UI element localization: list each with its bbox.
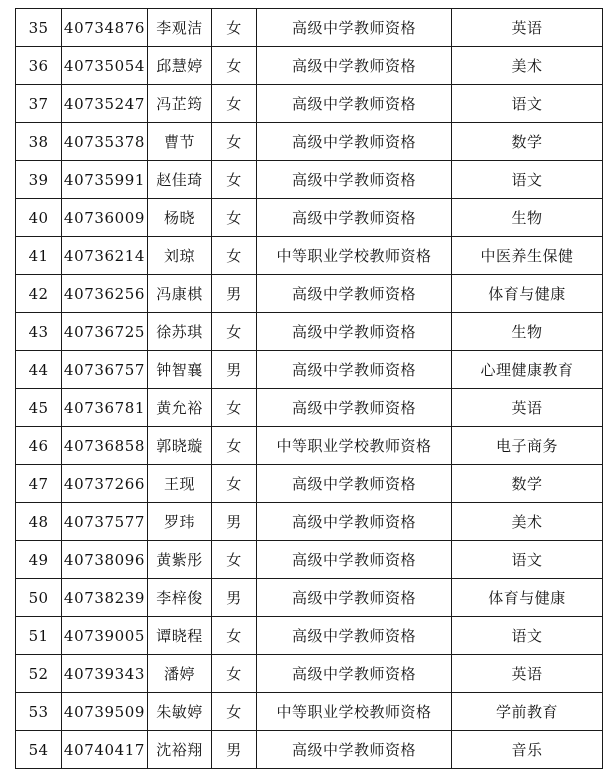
row-number-cell: 35 xyxy=(16,9,62,47)
candidate-id-cell: 40736214 xyxy=(62,237,148,275)
row-number-cell: 38 xyxy=(16,123,62,161)
qualification-cell: 中等职业学校教师资格 xyxy=(257,237,452,275)
subject-cell: 学前教育 xyxy=(452,693,603,731)
qualification-cell: 高级中学教师资格 xyxy=(257,85,452,123)
table-row xyxy=(16,351,603,389)
table-row xyxy=(16,541,603,579)
row-number-cell: 36 xyxy=(16,47,62,85)
gender-cell: 女 xyxy=(212,199,257,237)
qualification-cell: 高级中学教师资格 xyxy=(257,541,452,579)
candidate-id-cell: 40737577 xyxy=(62,503,148,541)
name-cell: 赵佳琦 xyxy=(148,161,212,199)
table-body xyxy=(16,9,603,769)
gender-cell: 女 xyxy=(212,161,257,199)
name-cell: 黄允裕 xyxy=(148,389,212,427)
row-number-cell: 42 xyxy=(16,275,62,313)
subject-cell: 中医养生保健 xyxy=(452,237,603,275)
name-cell: 罗玮 xyxy=(148,503,212,541)
candidate-id-cell: 40739509 xyxy=(62,693,148,731)
gender-cell: 女 xyxy=(212,655,257,693)
subject-cell: 语文 xyxy=(452,161,603,199)
qualification-cell: 高级中学教师资格 xyxy=(257,199,452,237)
row-number-cell: 47 xyxy=(16,465,62,503)
table-row xyxy=(16,427,603,465)
gender-cell: 男 xyxy=(212,579,257,617)
document-page xyxy=(15,8,603,769)
row-number-cell: 53 xyxy=(16,693,62,731)
candidate-id-cell: 40736256 xyxy=(62,275,148,313)
row-number-cell: 49 xyxy=(16,541,62,579)
name-cell: 杨晓 xyxy=(148,199,212,237)
name-cell: 曹节 xyxy=(148,123,212,161)
candidate-id-cell: 40735991 xyxy=(62,161,148,199)
name-cell: 李梓俊 xyxy=(148,579,212,617)
candidate-id-cell: 40739343 xyxy=(62,655,148,693)
candidate-id-cell: 40734876 xyxy=(62,9,148,47)
table-row xyxy=(16,693,603,731)
subject-cell: 语文 xyxy=(452,541,603,579)
candidate-id-cell: 40736757 xyxy=(62,351,148,389)
name-cell: 李观洁 xyxy=(148,9,212,47)
row-number-cell: 43 xyxy=(16,313,62,351)
gender-cell: 女 xyxy=(212,541,257,579)
subject-cell: 音乐 xyxy=(452,731,603,769)
table-row xyxy=(16,275,603,313)
subject-cell: 数学 xyxy=(452,123,603,161)
candidate-id-cell: 40736009 xyxy=(62,199,148,237)
table-row xyxy=(16,313,603,351)
gender-cell: 女 xyxy=(212,313,257,351)
candidate-id-cell: 40737266 xyxy=(62,465,148,503)
gender-cell: 男 xyxy=(212,731,257,769)
subject-cell: 体育与健康 xyxy=(452,275,603,313)
name-cell: 邱慧婷 xyxy=(148,47,212,85)
name-cell: 王现 xyxy=(148,465,212,503)
gender-cell: 男 xyxy=(212,275,257,313)
gender-cell: 女 xyxy=(212,123,257,161)
table-row xyxy=(16,199,603,237)
subject-cell: 电子商务 xyxy=(452,427,603,465)
gender-cell: 女 xyxy=(212,237,257,275)
subject-cell: 英语 xyxy=(452,389,603,427)
table-row xyxy=(16,617,603,655)
gender-cell: 女 xyxy=(212,47,257,85)
row-number-cell: 44 xyxy=(16,351,62,389)
gender-cell: 女 xyxy=(212,465,257,503)
table-row xyxy=(16,503,603,541)
table-row xyxy=(16,389,603,427)
candidate-id-cell: 40740417 xyxy=(62,731,148,769)
name-cell: 冯芷筠 xyxy=(148,85,212,123)
qualification-cell: 中等职业学校教师资格 xyxy=(257,427,452,465)
subject-cell: 英语 xyxy=(452,655,603,693)
table-row xyxy=(16,47,603,85)
qualification-cell: 高级中学教师资格 xyxy=(257,313,452,351)
row-number-cell: 52 xyxy=(16,655,62,693)
qualification-cell: 高级中学教师资格 xyxy=(257,275,452,313)
subject-cell: 语文 xyxy=(452,617,603,655)
table-row xyxy=(16,237,603,275)
qualification-cell: 中等职业学校教师资格 xyxy=(257,693,452,731)
name-cell: 谭晓程 xyxy=(148,617,212,655)
qualification-cell: 高级中学教师资格 xyxy=(257,655,452,693)
gender-cell: 男 xyxy=(212,503,257,541)
table-row xyxy=(16,465,603,503)
row-number-cell: 37 xyxy=(16,85,62,123)
candidate-id-cell: 40736781 xyxy=(62,389,148,427)
table-row xyxy=(16,655,603,693)
name-cell: 钟智襄 xyxy=(148,351,212,389)
subject-cell: 美术 xyxy=(452,503,603,541)
gender-cell: 女 xyxy=(212,693,257,731)
name-cell: 郭晓璇 xyxy=(148,427,212,465)
candidate-id-cell: 40735378 xyxy=(62,123,148,161)
name-cell: 沈裕翔 xyxy=(148,731,212,769)
subject-cell: 数学 xyxy=(452,465,603,503)
row-number-cell: 40 xyxy=(16,199,62,237)
qualification-cell: 高级中学教师资格 xyxy=(257,351,452,389)
gender-cell: 女 xyxy=(212,389,257,427)
row-number-cell: 46 xyxy=(16,427,62,465)
table-row xyxy=(16,579,603,617)
qualification-cell: 高级中学教师资格 xyxy=(257,503,452,541)
gender-cell: 女 xyxy=(212,85,257,123)
candidate-id-cell: 40735247 xyxy=(62,85,148,123)
teacher-qualification-table xyxy=(15,8,603,769)
name-cell: 朱敏婷 xyxy=(148,693,212,731)
qualification-cell: 高级中学教师资格 xyxy=(257,389,452,427)
candidate-id-cell: 40736725 xyxy=(62,313,148,351)
qualification-cell: 高级中学教师资格 xyxy=(257,465,452,503)
name-cell: 冯康棋 xyxy=(148,275,212,313)
subject-cell: 心理健康教育 xyxy=(452,351,603,389)
qualification-cell: 高级中学教师资格 xyxy=(257,123,452,161)
subject-cell: 英语 xyxy=(452,9,603,47)
name-cell: 潘婷 xyxy=(148,655,212,693)
name-cell: 黄紫彤 xyxy=(148,541,212,579)
qualification-cell: 高级中学教师资格 xyxy=(257,731,452,769)
table-row xyxy=(16,731,603,769)
row-number-cell: 45 xyxy=(16,389,62,427)
table-row xyxy=(16,161,603,199)
gender-cell: 女 xyxy=(212,617,257,655)
qualification-cell: 高级中学教师资格 xyxy=(257,9,452,47)
table-row xyxy=(16,85,603,123)
subject-cell: 语文 xyxy=(452,85,603,123)
row-number-cell: 41 xyxy=(16,237,62,275)
qualification-cell: 高级中学教师资格 xyxy=(257,579,452,617)
row-number-cell: 48 xyxy=(16,503,62,541)
row-number-cell: 51 xyxy=(16,617,62,655)
row-number-cell: 50 xyxy=(16,579,62,617)
table-row xyxy=(16,9,603,47)
candidate-id-cell: 40739005 xyxy=(62,617,148,655)
gender-cell: 女 xyxy=(212,427,257,465)
subject-cell: 美术 xyxy=(452,47,603,85)
candidate-id-cell: 40738239 xyxy=(62,579,148,617)
subject-cell: 生物 xyxy=(452,199,603,237)
name-cell: 刘琼 xyxy=(148,237,212,275)
candidate-id-cell: 40735054 xyxy=(62,47,148,85)
gender-cell: 男 xyxy=(212,351,257,389)
qualification-cell: 高级中学教师资格 xyxy=(257,617,452,655)
subject-cell: 体育与健康 xyxy=(452,579,603,617)
name-cell: 徐苏琪 xyxy=(148,313,212,351)
table-row xyxy=(16,123,603,161)
candidate-id-cell: 40738096 xyxy=(62,541,148,579)
qualification-cell: 高级中学教师资格 xyxy=(257,161,452,199)
subject-cell: 生物 xyxy=(452,313,603,351)
gender-cell: 女 xyxy=(212,9,257,47)
row-number-cell: 54 xyxy=(16,731,62,769)
row-number-cell: 39 xyxy=(16,161,62,199)
qualification-cell: 高级中学教师资格 xyxy=(257,47,452,85)
candidate-id-cell: 40736858 xyxy=(62,427,148,465)
